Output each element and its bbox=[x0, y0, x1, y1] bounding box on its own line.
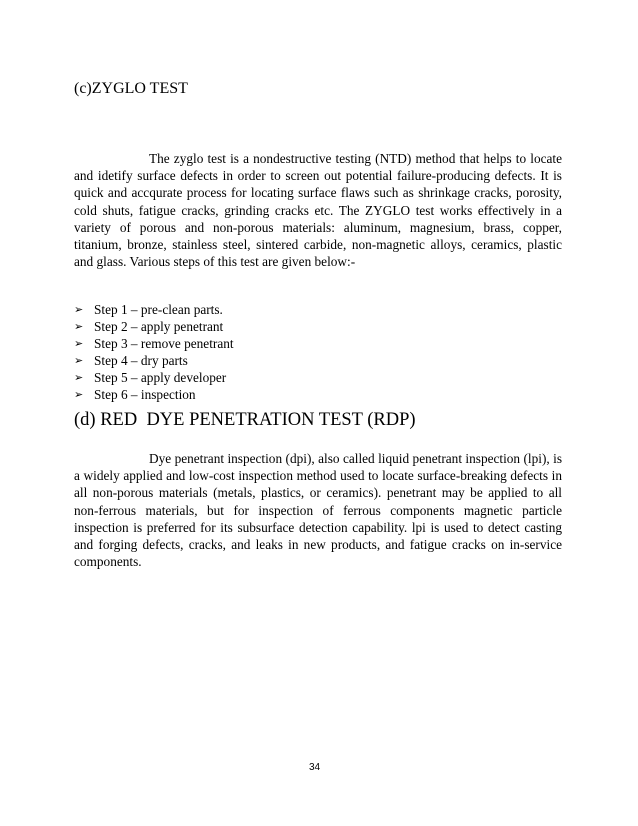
red-dye-penetration-paragraph: Dye penetrant inspection (dpi), also called liquid penetrant inspection (lpi), is a widely applied and low-cost inspection method used to locate surface-breaking defects in all non-porous materials (metals, plastics, or ceramics). penetrant may be applied to all non-ferrous materials, but for inspection of ferrous components magnetic particle inspection is preferred for its subsurface detection capability. lpi is used to detect casting and forging defects, cracks, and leaks in new products, and fatigue cracks on in-service components. bbox=[74, 451, 562, 570]
list-item bbox=[74, 352, 234, 369]
zyglo-steps-list bbox=[74, 301, 234, 403]
list-item bbox=[74, 369, 234, 386]
zyglo-test-heading: (c)ZYGLO TEST bbox=[74, 80, 188, 97]
zyglo-test-paragraph: The zyglo test is a nondestructive testing (NTD) method that helps to locate and idetify surface defects in order to screen out potential failure-producing defects. It is quick and accqurate process for locating surface flaws such as shrinkage cracks, porosity, cold shuts, fatigue cracks, grinding cracks etc. The ZYGLO test works effectively in a variety of porous and non-porous materials: aluminum, magnesium, brass, copper, titanium, bronze, stainless steel, sintered carbide, non-magnetic alloys, ceramics, plastic and glass. Various steps of this test are given below:- bbox=[74, 151, 562, 270]
step-text: Step 6 – inspection bbox=[94, 387, 196, 402]
arrow-bullet-icon: ➢ bbox=[74, 371, 84, 384]
arrow-bullet-icon: ➢ bbox=[74, 303, 84, 316]
list-item bbox=[74, 318, 234, 335]
page-number: 34 bbox=[309, 762, 321, 773]
list-item bbox=[74, 301, 234, 318]
step-text: Step 3 – remove penetrant bbox=[94, 336, 234, 351]
red-dye-penetration-heading: (d) RED DYE PENETRATION TEST (RDP) bbox=[74, 410, 416, 430]
arrow-bullet-icon: ➢ bbox=[74, 388, 84, 401]
step-text: Step 1 – pre-clean parts. bbox=[94, 302, 223, 317]
arrow-bullet-icon: ➢ bbox=[74, 337, 84, 350]
arrow-bullet-icon: ➢ bbox=[74, 320, 84, 333]
list-item bbox=[74, 386, 234, 403]
step-text: Step 2 – apply penetrant bbox=[94, 319, 224, 334]
step-text: Step 5 – apply developer bbox=[94, 370, 227, 385]
arrow-bullet-icon: ➢ bbox=[74, 354, 84, 367]
step-text: Step 4 – dry parts bbox=[94, 353, 188, 368]
list-item bbox=[74, 335, 234, 352]
